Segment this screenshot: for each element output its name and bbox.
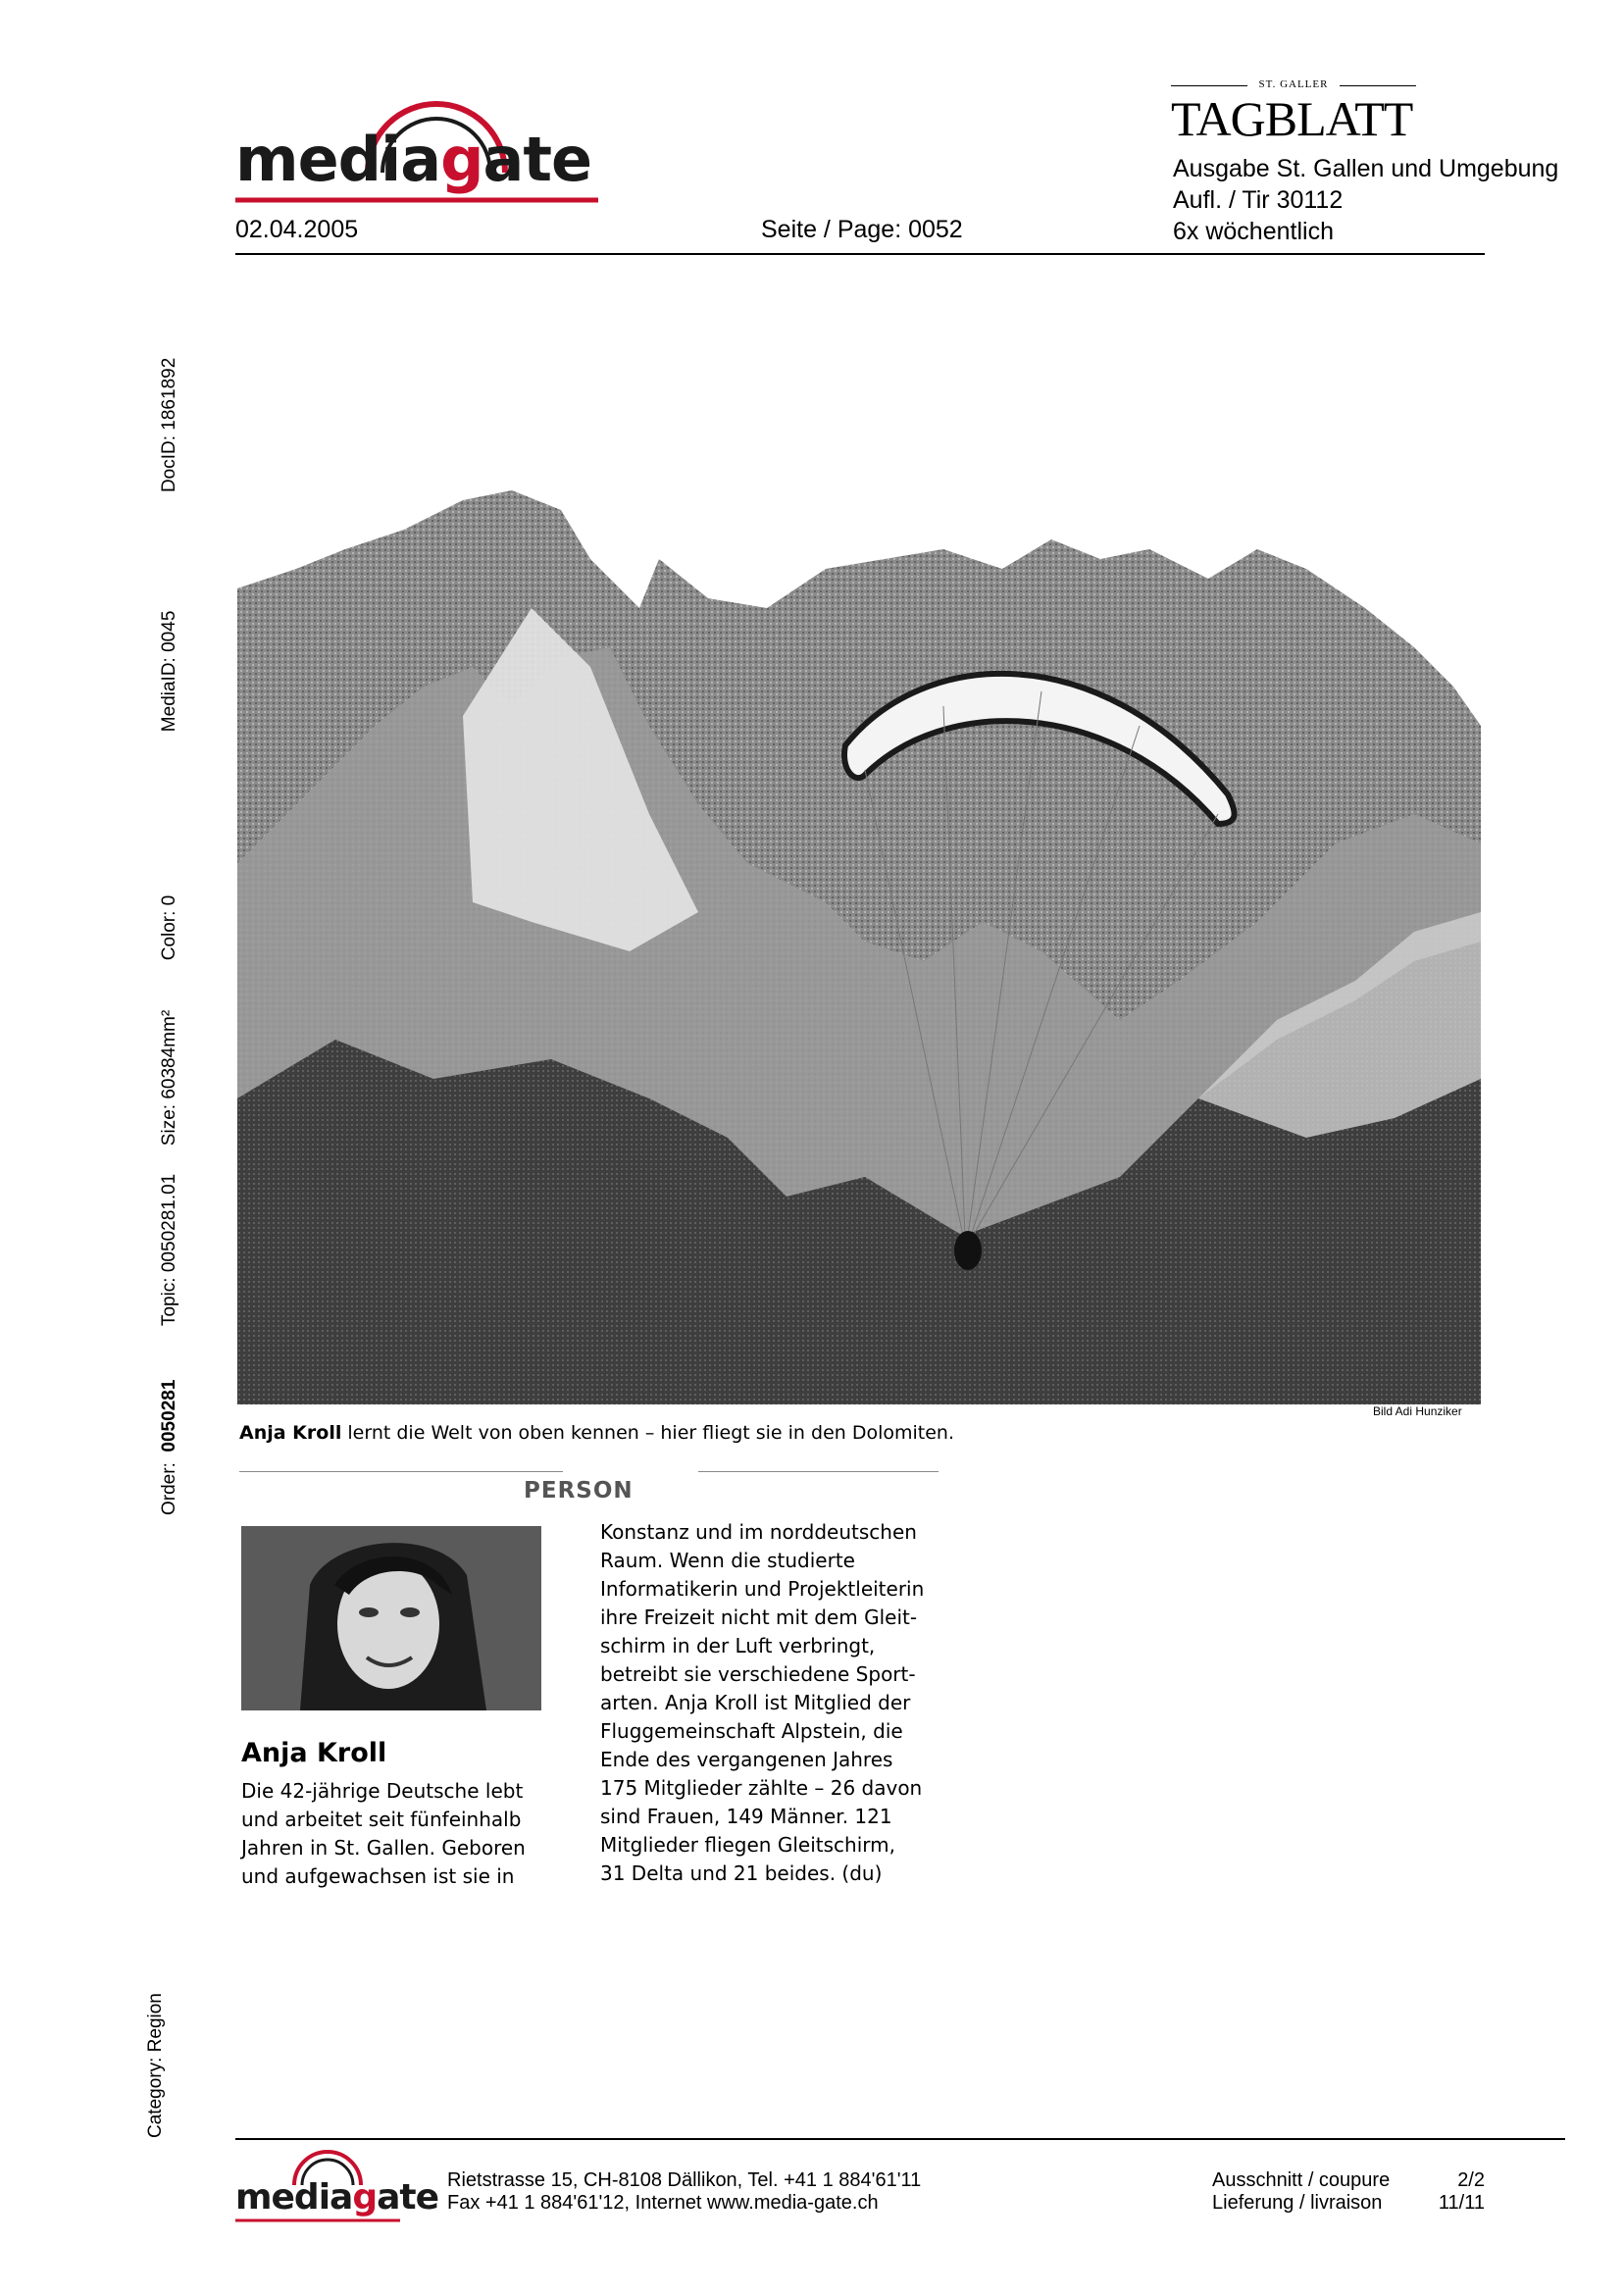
article-line: Mitglieder fliegen Gleitschirm, xyxy=(600,1833,895,1857)
circulation: Aufl. / Tir 30112 xyxy=(1173,186,1344,214)
frequency: 6x wöchentlich xyxy=(1173,218,1334,245)
mediagate-logo xyxy=(235,57,628,204)
article-line: Jahren in St. Gallen. Geboren xyxy=(241,1836,526,1860)
article-line: Konstanz und im norddeutschen xyxy=(600,1520,917,1544)
topic: Topic: 0050281.01 xyxy=(159,1173,179,1327)
article-line: sind Frauen, 149 Männer. 121 xyxy=(600,1805,892,1828)
article-line: schirm in der Luft verbringt, xyxy=(600,1634,876,1657)
header-rule xyxy=(235,253,1485,255)
caption-text: lernt die Welt von oben kennen – hier fliegt sie in den Dolomiten. xyxy=(341,1422,955,1444)
footer-rule xyxy=(235,2138,1565,2140)
edition-info xyxy=(1173,153,1558,247)
article-column-2 xyxy=(600,1518,924,1888)
order-label: Order: xyxy=(159,1462,179,1515)
logo-wordmark: mediagate xyxy=(235,2177,439,2218)
cut-value: 2/2 xyxy=(1457,2169,1485,2191)
cut-label: Ausschnitt / coupure xyxy=(1212,2169,1391,2191)
color: Color: 0 xyxy=(159,894,179,961)
footer-labels xyxy=(1212,2169,1390,2215)
address-line: Fax +41 1 884'61'12, Internet www.media-gate.ch xyxy=(447,2192,879,2214)
publication-small: ST. GALLER xyxy=(1171,78,1416,90)
edition: Ausgabe St. Gallen und Umgebung xyxy=(1173,155,1559,182)
page-number: Seite / Page: 0052 xyxy=(761,216,963,243)
side-metadata xyxy=(159,358,180,1515)
article-line: 175 Mitglieder zählte – 26 davon xyxy=(600,1776,923,1800)
article-line: und arbeitet seit fünfeinhalb xyxy=(241,1808,522,1831)
article-line: Ende des vergangenen Jahres xyxy=(600,1748,893,1771)
article-line: 31 Delta und 21 beides. (du) xyxy=(600,1861,883,1885)
logo-wordmark: mediagate xyxy=(235,124,592,195)
photo-caption xyxy=(239,1422,954,1444)
date: 02.04.2005 xyxy=(235,216,359,243)
footer-logo xyxy=(235,2146,439,2224)
size: Size: 60384mm² xyxy=(159,1009,179,1147)
delivery-value: 11/11 xyxy=(1438,2192,1485,2214)
section-rule-left xyxy=(239,1471,563,1472)
paraglider-photo xyxy=(237,490,1481,1404)
delivery-label: Lieferung / livraison xyxy=(1212,2192,1383,2214)
media-id: MediaID: 0045 xyxy=(159,610,179,733)
article-line: Die 42-jährige Deutsche lebt xyxy=(241,1779,524,1803)
article-line: Fluggemeinschaft Alpstein, die xyxy=(600,1719,903,1743)
doc-id: DocID: 1861892 xyxy=(159,357,179,493)
address-line: Rietstrasse 15, CH-8108 Dällikon, Tel. +41 1 884'61'11 xyxy=(447,2169,922,2191)
photo-credit: Bild Adi Hunziker xyxy=(1373,1404,1462,1418)
footer-address xyxy=(447,2169,921,2215)
article-line: und aufgewachsen ist sie in xyxy=(241,1864,515,1888)
publication-name: TAGBLATT xyxy=(1171,91,1413,146)
article-line: betreibt sie verschiedene Sport- xyxy=(600,1662,916,1686)
section-rule-right xyxy=(698,1471,939,1472)
section-label: PERSON xyxy=(524,1478,634,1504)
article-column-1 xyxy=(241,1777,526,1891)
person-name: Anja Kroll xyxy=(241,1738,387,1768)
article-line: Informatikerin und Projektleiterin xyxy=(600,1577,925,1601)
category: Category: Region xyxy=(145,1993,166,2138)
article-line: ihre Freizeit nicht mit dem Gleit- xyxy=(600,1606,918,1629)
portrait-photo xyxy=(241,1526,541,1710)
article-line: arten. Anja Kroll ist Mitglied der xyxy=(600,1691,911,1714)
footer-values xyxy=(1402,2169,1485,2215)
order-number: 0050281 xyxy=(159,1379,179,1453)
caption-name: Anja Kroll xyxy=(239,1422,342,1444)
article-line: Raum. Wenn die studierte xyxy=(600,1549,855,1572)
